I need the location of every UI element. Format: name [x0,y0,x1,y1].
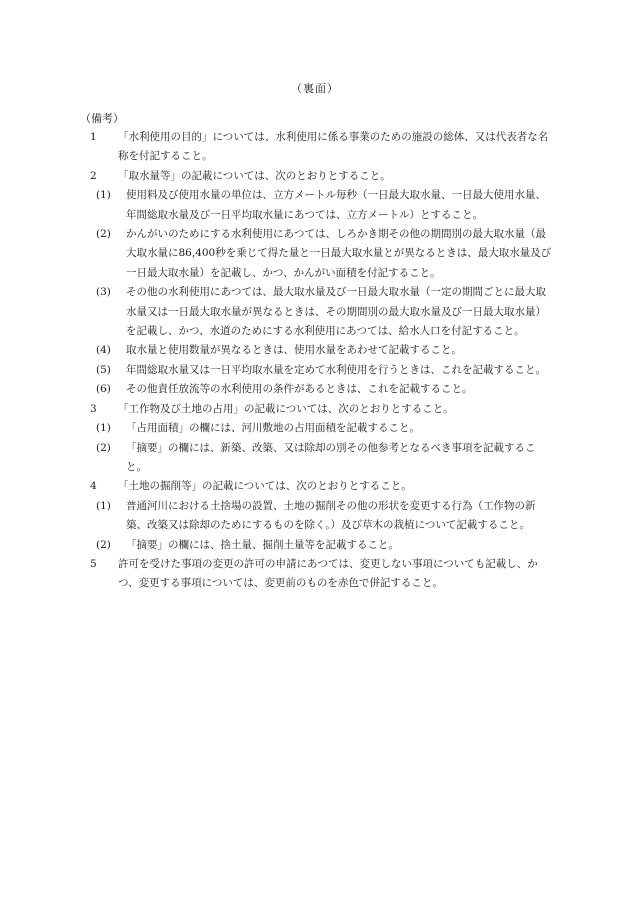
remarks-body [84,128,554,594]
sub-item-number: (4) [96,344,111,357]
sub-item-text: 年間総取水量又は一日平均取水量を定めて水利使用を行うときは、これを記載すること。 [126,363,546,376]
sub-item-text: かんがいのためにする水利使用にあつては、しろかき期その他の期間別の最大取水量（最大取水量に86,400秒を乗じて得た量と一日最大取水量とが異なるときは、最大取水量及び一日最大取水量）を記載し、かつ、かんがい面積を付記すること。 [126,228,552,279]
item-number: 3 [90,402,97,415]
sub-item-number: (5) [96,363,111,376]
remark-item-5 [84,555,554,594]
sub-item-2-5 [84,361,554,380]
item-text: 「工作物及び土地の占用」の記載については、次のとおりとすること。 [118,402,454,415]
sub-item-text: その他責任放流等の水利使用の条件があるときは、これを記載すること。 [126,383,473,396]
sub-item-text: 使用料及び使用水量の単位は、立方メートル毎秒（一日最大取水量、一日最大使用水量、年間総取水量及び一日平均取水量にあつては、立方メートル）とすること。 [126,189,546,221]
sub-item-3-1 [84,419,554,438]
sub-item-4-1 [84,497,554,536]
sub-item-3-2 [84,439,554,478]
sub-item-number: (2) [96,441,111,454]
item-text: 「水利使用の目的」については、水利使用に係る事業のための施設の総体、又は代表者な名称を付記すること。 [118,131,549,163]
sub-item-text: 取水量と使用数量が異なるときは、使用水量をあわせて記載すること。 [126,344,462,357]
item-text: 許可を受けた事項の変更の許可の申請にあつては、変更しない事項についても記載し、かつ、変更する事項については、変更前のものを赤色で併記すること。 [118,557,538,590]
sub-item-text: 「摘要」の欄には、新築、改築、又は除却の別その他参考となるべき事項を記載すること。 [126,441,536,473]
sub-item-2-6 [84,380,554,399]
sub-item-number: (3) [96,286,111,299]
sub-item-2-2 [84,225,554,283]
sub-item-number: (2) [96,538,111,551]
sub-item-4-2 [84,536,554,555]
sub-item-2-4 [84,341,554,360]
remarks-label: （備考） [80,112,124,125]
sub-item-number: (1) [96,422,111,435]
sub-item-number: (1) [96,499,111,512]
remark-item-3 [84,400,554,419]
sub-item-2-3 [84,283,554,341]
item-number: 4 [90,480,97,493]
remark-item-1 [84,128,554,167]
sub-item-text: 「摘要」の欄には、捨土量、掘削土量等を記載すること。 [126,538,399,551]
remark-item-2 [84,167,554,186]
item-number: 5 [90,557,97,570]
sub-item-number: (6) [96,383,111,396]
item-text: 「取水量等」の記載については、次のとおりとすること。 [118,169,391,182]
sub-item-text: 「占用面積」の欄には、河川敷地の占用面積を記載すること。 [126,422,420,435]
page-heading: （裏面） [291,82,339,95]
sub-item-number: (1) [96,189,111,202]
item-number: 2 [90,169,97,182]
item-number: 1 [90,131,97,143]
sub-item-text: 普通河川における土捨場の設置、土地の掘削その他の形状を変更する行為（工作物の新築、改築又は除却のためにするものを除く。）及び草木の栽植について記載すること。 [126,499,536,532]
remark-item-4 [84,477,554,496]
item-text: 「土地の掘削等」の記載については、次のとおりとすること。 [118,480,412,493]
sub-item-text: その他の水利使用にあつては、最大取水量及び一日最大取水量（一定の期間ごとに最大取水量又は一日最大取水量が異なるときは、その期間別の最大取水量及び一日最大取水量）を記載し、かつ、水道のためにする水利使用にあつては、給水人口を付記すること。 [126,286,546,338]
sub-item-2-1 [84,186,554,225]
sub-item-number: (2) [96,228,111,241]
